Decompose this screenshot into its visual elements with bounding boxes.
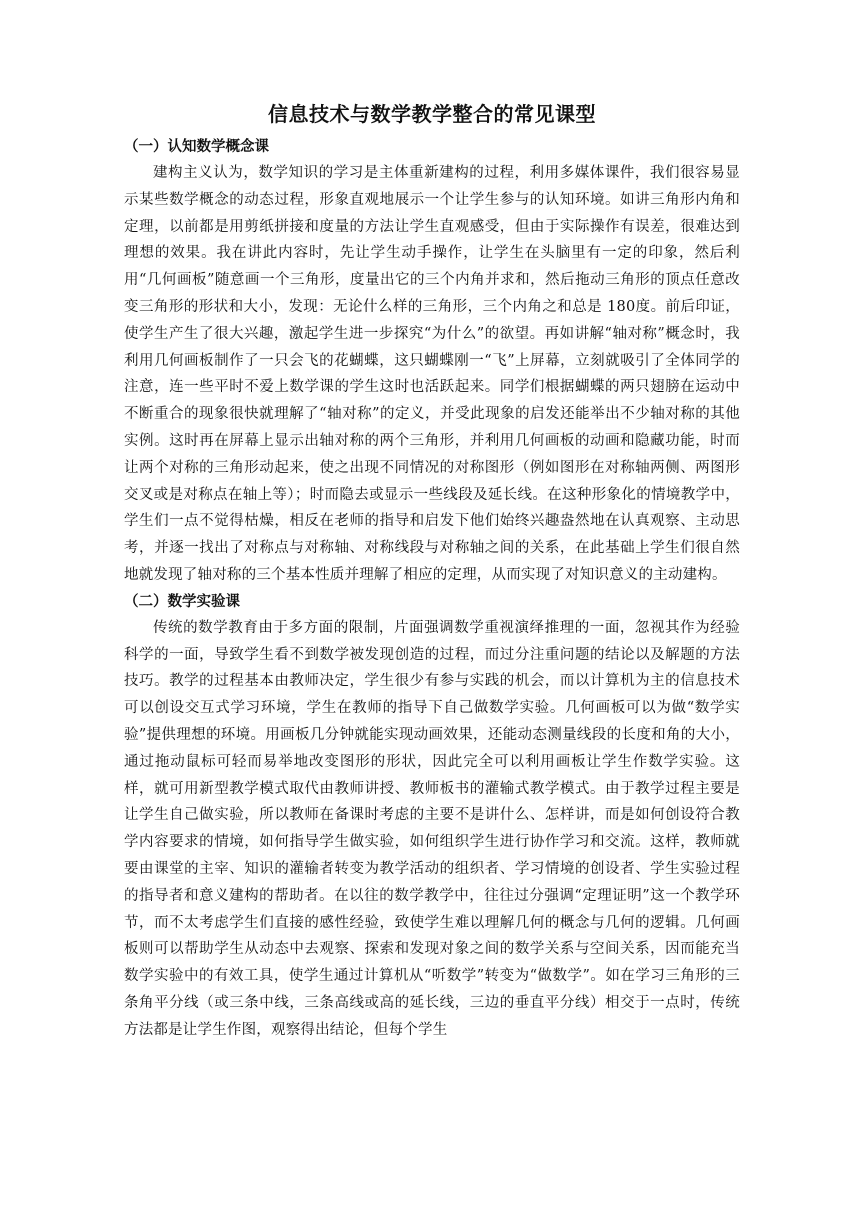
- section-body: 传统的数学教育由于多方面的限制，片面强调数学重视演绎推理的一面，忽视其作为经验科学的一面，导致学生看不到数学被发现创造的过程，而过分注重问题的结论以及解题的方法技巧。教学的过程基本由教师决定，学生很少有参与实践的机会，而以计算机为主的信息技术可以创设交互式学习环境，学生在教师的指导下自己做数学实验。几何画板可以为做“数学实验”提供理想的环境。用画板几分钟就能实现动画效果，还能动态测量线段的长度和角的大小，通过拖动鼠标可轻而易举地改变图形的形状，因此完全可以利用画板让学生作数学实验。这样，就可用新型教学模式取代由教师讲授、教师板书的灌输式教学模式。由于教学过程主要是让学生自己做实验，所以教师在备课时考虑的主要不是讲什么、怎样讲，而是如何创设符合教学内容要求的情境，如何指导学生做实验，如何组织学生进行协作学习和交流。这样，教师就要由课堂的主宰、知识的灌输者转变为教学活动的组织者、学习情境的创设者、学生实验过程的指导者和意义建构的帮助者。在以往的数学教学中，往往过分强调“定理证明”这一个教学环节，而不太考虑学生们直接的感性经验，致使学生难以理解几何的概念与几何的逻辑。几何画板则可以帮助学生从动态中去观察、探索和发现对象之间的数学关系与空间关系，因而能充当数学实验中的有效工具，使学生通过计算机从“听数学”转变为“做数学”。如在学习三角形的三条角平分线（或三条中线，三条高线或高的延长线，三边的垂直平分线）相交于一点时，传统方法都是让学生作图，观察得出结论，但每个学生: [124, 619, 740, 1038]
- section-body: 建构主义认为，数学知识的学习是主体重新建构的过程，利用多媒体课件，我们很容易显示某些数学概念的动态过程，形象直观地展示一个让学生参与的认知环境。如讲三角形内角和定理，以前都是用剪纸拼接和度量的方法让学生直观感受，但由于实际操作有误差，很难达到理想的效果。我在讲此内容时，先让学生动手操作，让学生在头脑里有一定的印象，然后利用“几何画板”随意画一个三角形，度量出它的三个内角并求和，然后拖动三角形的顶点任意改变三角形的形状和大小，发现：无论什么样的三角形，三个内角之和总是 180度。前后印证，使学生产生了很大兴趣，激起学生进一步探究“为什么”的欲望。再如讲解“轴对称”概念时，我利用几何画板制作了一只会飞的花蝴蝶，这只蝴蝶刚一“飞”上屏幕，立刻就吸引了全体同学的注意，连一些平时不爱上数学课的学生这时也活跃起来。同学们根据蝴蝶的两只翅膀在运动中不断重合的现象很快就理解了“轴对称”的定义，并受此现象的启发还能举出不少轴对称的其他实例。这时再在屏幕上显示出轴对称的两个三角形，并利用几何画板的动画和隐藏功能，时而让两个对称的三角形动起来，使之出现不同情况的对称图形（例如图形在对称轴两侧、两图形交叉或是对称点在轴上等）；时而隐去或显示一些线段及延长线。在这种形象化的情境教学中，学生们一点不觉得枯燥，相反在老师的指导和启发下他们始终兴趣盎然地在认真观察、主动思考，并逐一找出了对称点与对称轴、对称线段与对称轴之间的关系，在此基础上学生们很自然地就发现了轴对称的三个基本性质并理解了相应的定理，从而实现了对知识意义的主动建构。: [124, 165, 740, 583]
- document-page: [124, 98, 740, 1044]
- section-experiment-lesson: [124, 589, 740, 1044]
- section-concept-lesson: [124, 134, 740, 589]
- document-title: 信息技术与数学教学整合的常见课型: [268, 102, 596, 126]
- section-heading: （二）数学实验课: [124, 593, 240, 610]
- section-heading: （一）认知数学概念课: [124, 139, 269, 155]
